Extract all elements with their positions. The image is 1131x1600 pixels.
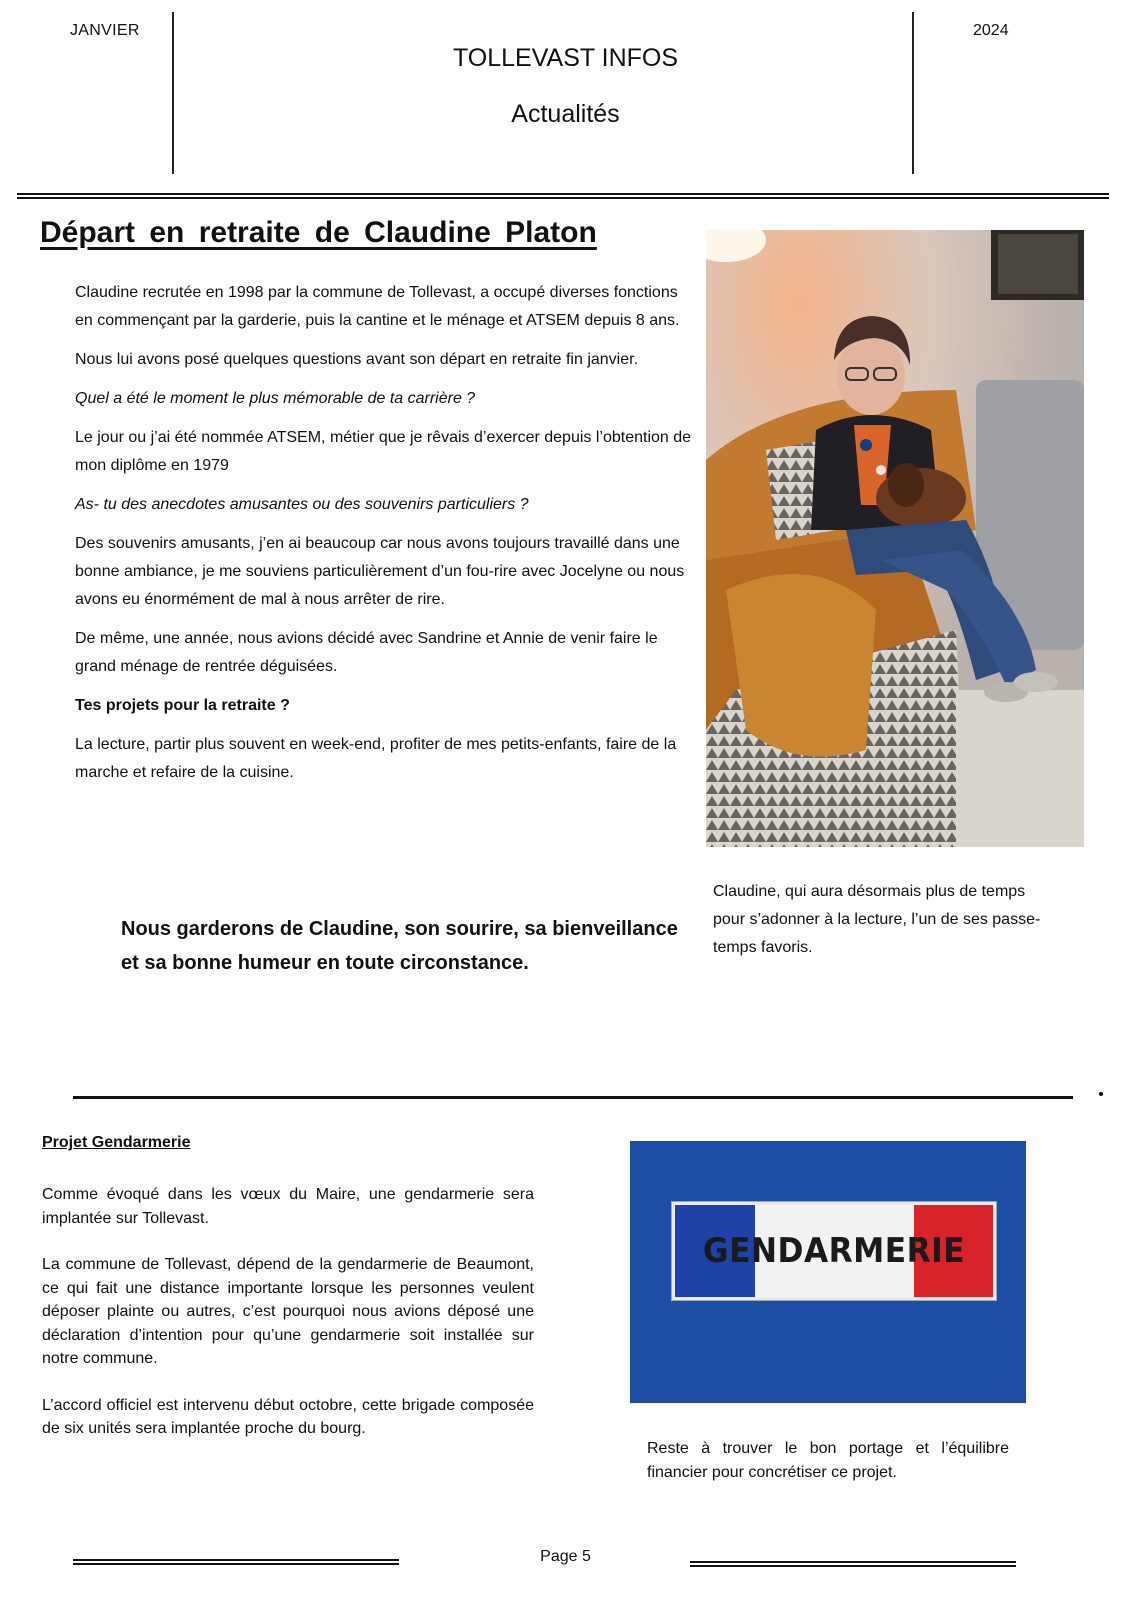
- article-paragraph: Le jour ou j’ai été nommée ATSEM, métier que je rêvais d’exercer depuis l’obtention de mon diplôme en 1979: [75, 429, 692, 474]
- interview-question: As- tu des anecdotes amusantes ou des souvenirs particuliers ?: [75, 496, 529, 513]
- header-double-rule: [17, 193, 1109, 199]
- interview-question: Quel a été le moment le plus mémorable de ta carrière ?: [75, 390, 476, 407]
- gendarmerie-body: [42, 1183, 534, 1464]
- header-month: JANVIER: [70, 22, 140, 39]
- photo-caption: Claudine, qui aura désormais plus de temps pour s’adonner à la lecture, l’un de ses passe-temps favoris.: [713, 883, 1041, 956]
- article-paragraph: La commune de Tollevast, dépend de la gendarmerie de Beaumont, ce qui fait une distance importante lorsque les personnes veulent déposer plainte ou autres, c’est pourquoi nous avions déposé une déclaration d’intention pour qu’une gendarmerie soit installée sur notre commune.: [42, 1256, 534, 1367]
- header-divider-right: [912, 12, 914, 174]
- footer-rule-right: [690, 1561, 1016, 1567]
- header-year: 2024: [973, 22, 1009, 39]
- section-subtitle: Actualités: [511, 100, 620, 128]
- article-paragraph: De même, une année, nous avions décidé avec Sandrine et Annie de venir faire le grand ménage de rentrée déguisées.: [75, 630, 658, 675]
- newsletter-title: TOLLEVAST INFOS: [452, 44, 679, 72]
- page-number: Page 5: [540, 1548, 591, 1565]
- gendarmerie-title: Projet Gendarmerie: [42, 1134, 191, 1151]
- article-paragraph: Nous lui avons posé quelques questions avant son départ en retraite fin janvier.: [75, 351, 639, 368]
- gendarmerie-caption: Reste à trouver le bon portage et l’équilibre financier pour concrétiser ce projet.: [647, 1440, 1009, 1481]
- article-paragraph: Des souvenirs amusants, j’en ai beaucoup car nous avons toujours travaillé dans une bonne ambiance, je me souviens particulièrement d’un fou-rire avec Jocelyne ou nous avons eu énormément de mal à nous arrêter de rire.: [75, 535, 685, 608]
- header-divider-left: [172, 12, 174, 174]
- portrait-photo: [706, 230, 1084, 847]
- interview-question: Tes projets pour la retraite ?: [75, 697, 290, 714]
- separator-dot: [1099, 1092, 1103, 1096]
- closing-quote: Nous garderons de Claudine, son sourire, sa bienveillance et sa bonne humeur en toute circonstance.: [121, 918, 678, 974]
- article-paragraph: La lecture, partir plus souvent en week-end, profiter de mes petits-enfants, faire de la marche et refaire de la cuisine.: [75, 736, 677, 781]
- section-separator: [73, 1096, 1073, 1099]
- article-paragraph: L’accord officiel est intervenu début octobre, cette brigade composée de six unités sera implantée proche du bourg.: [42, 1396, 534, 1437]
- article-paragraph: Comme évoqué dans les vœux du Maire, une gendarmerie sera implantée sur Tollevast.: [42, 1186, 534, 1227]
- article-body: [75, 279, 695, 798]
- article-title: Départ en retraite de Claudine Platon: [40, 216, 597, 249]
- gendarmerie-badge-text: GENDARMERIE: [702, 1231, 966, 1271]
- gendarmerie-badge-image: [630, 1141, 1026, 1403]
- article-paragraph: Claudine recrutée en 1998 par la commune de Tollevast, a occupé diverses fonctions en commençant par la garderie, puis la cantine et le ménage et ATSEM depuis 8 ans.: [75, 284, 680, 329]
